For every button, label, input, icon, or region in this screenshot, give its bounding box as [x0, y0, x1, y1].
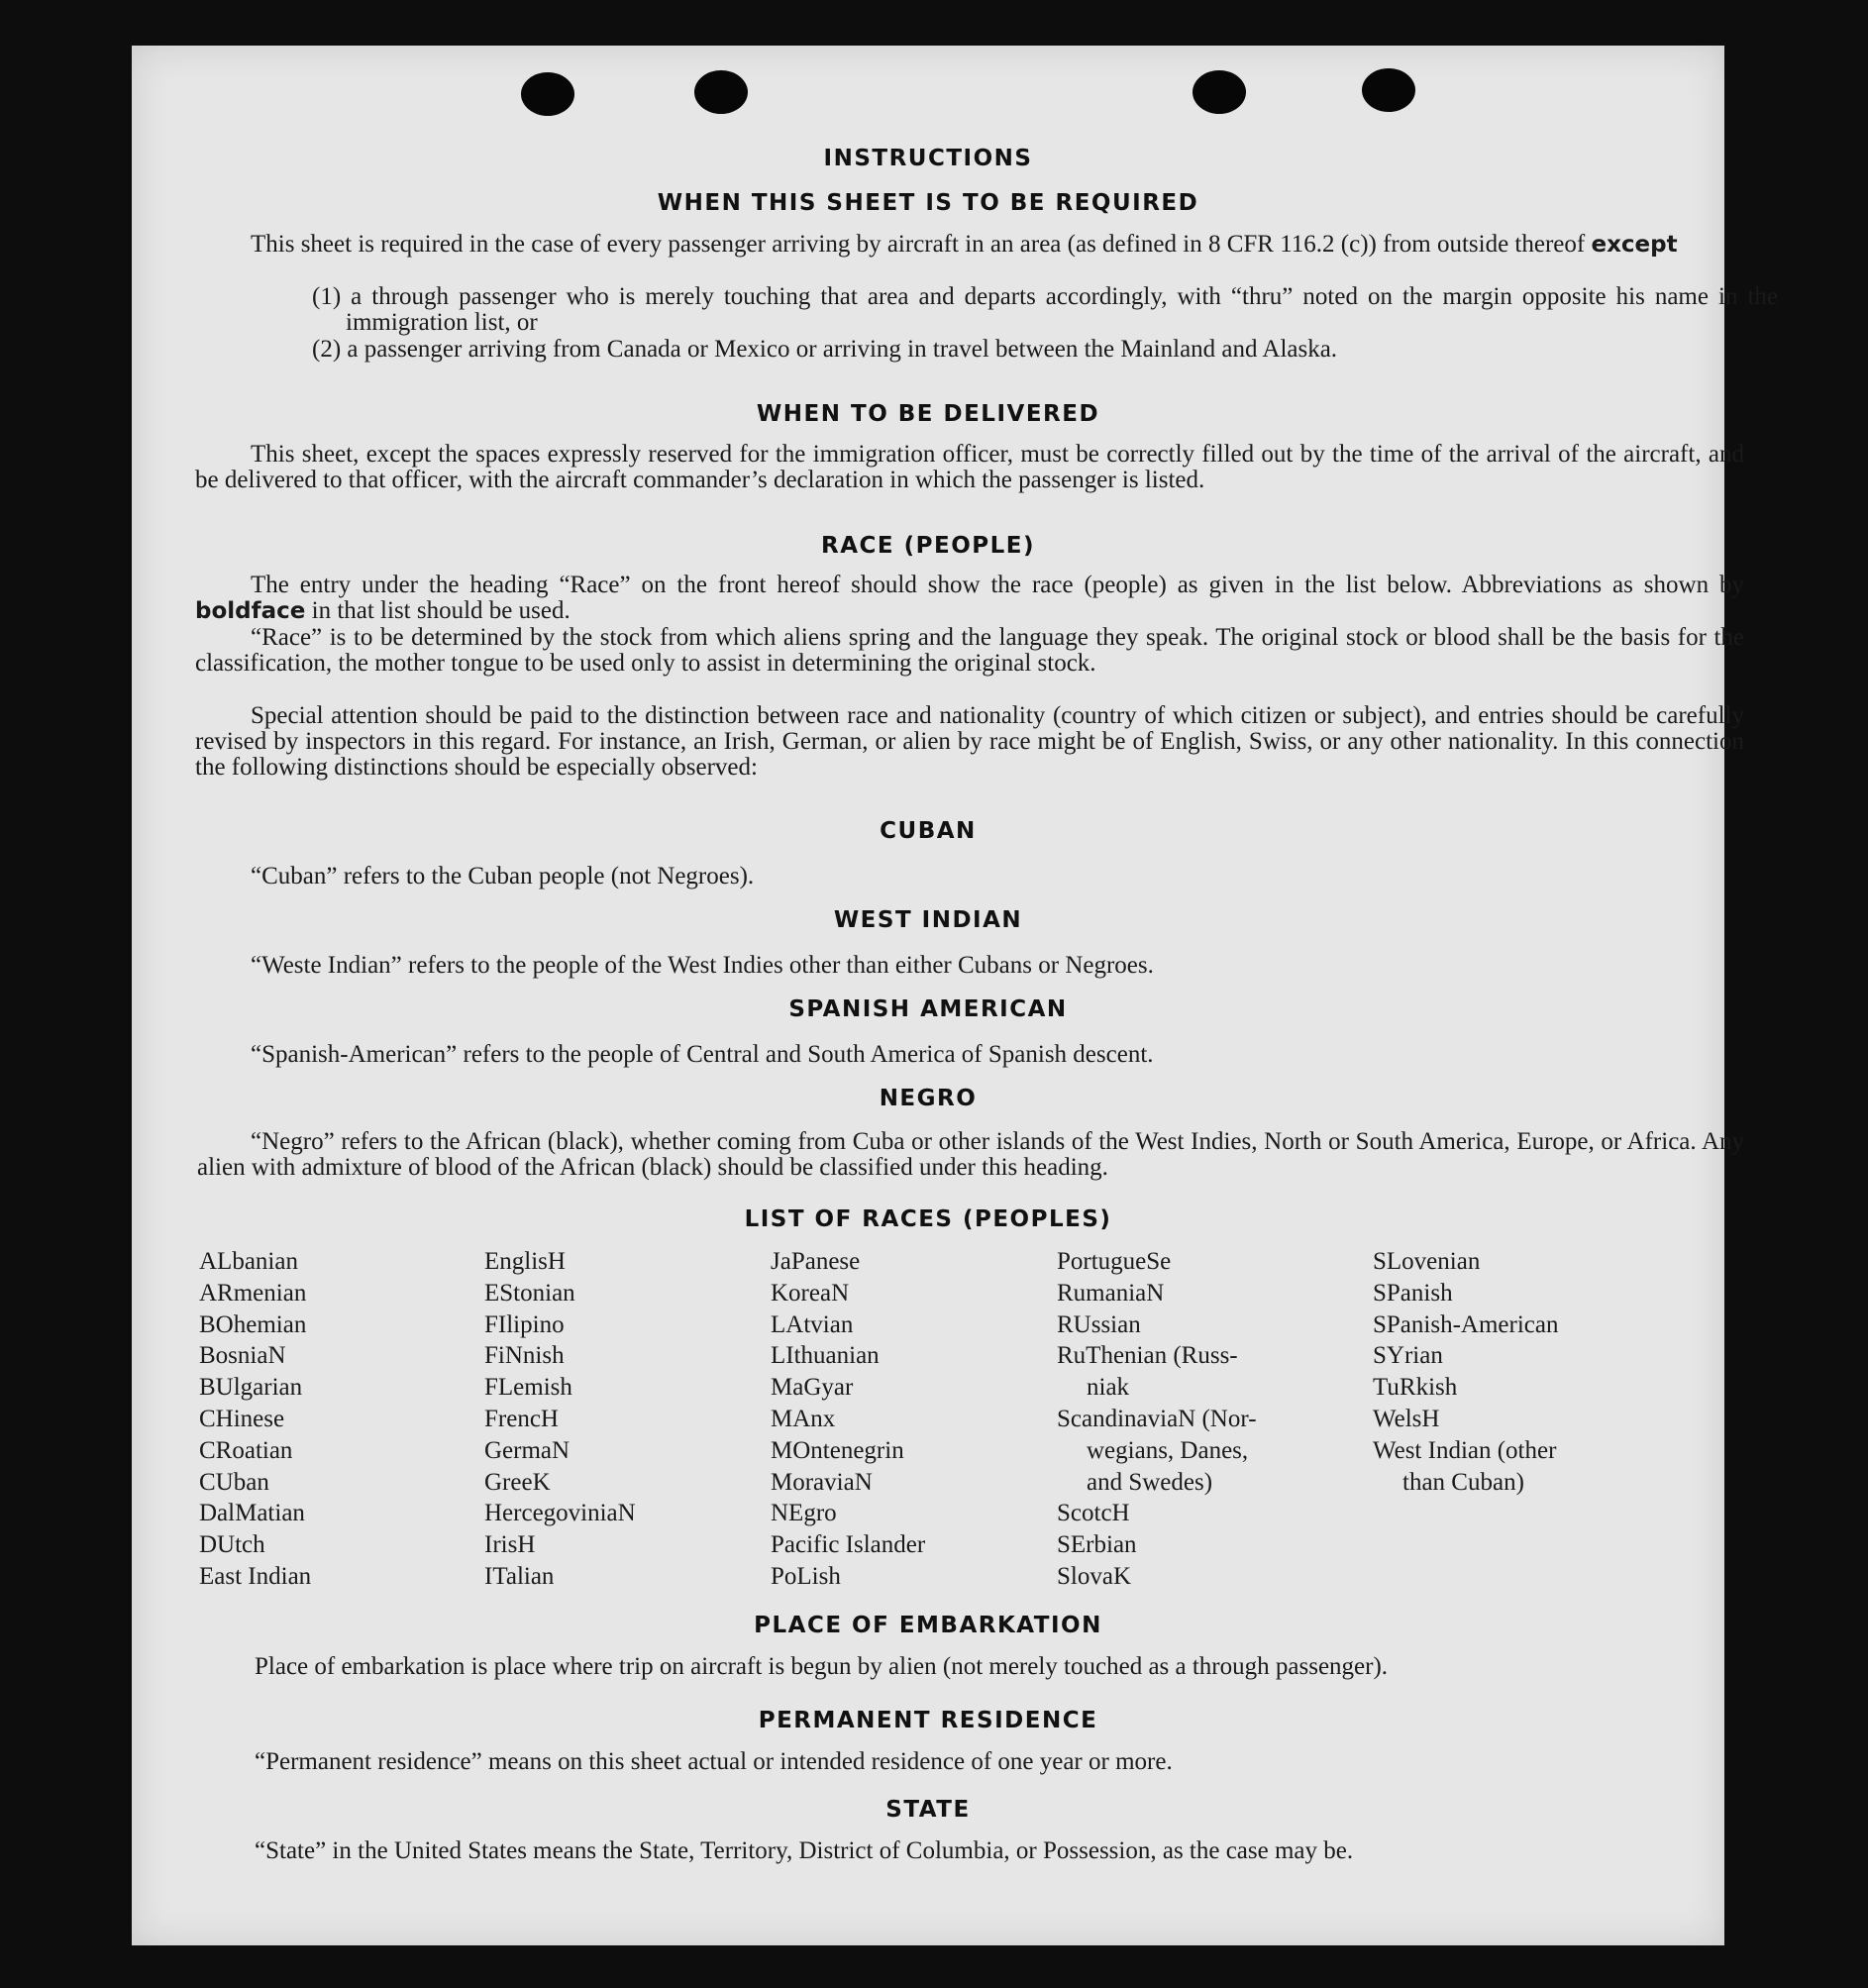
race-item: GermaN	[484, 1436, 571, 1464]
heading-instructions: INSTRUCTIONS	[823, 146, 1033, 171]
race-item: East Indian	[199, 1562, 312, 1590]
race-p1-end: in that list should be used.	[311, 597, 571, 624]
race-p1-start: The entry under the heading “Race” on the front hereof should show the race (people) as given in the list below. Abbreviations as shown by	[251, 572, 1744, 598]
required-intro-text: This sheet is required in the case of every passenger arriving by aircraft in an area (as defined in 8 CFR 116.2 (c)) from outside thereof	[251, 231, 1586, 258]
race-item: FIlipino	[484, 1310, 565, 1338]
race-item: WelsH	[1373, 1405, 1440, 1432]
heading-negro: NEGRO	[879, 1086, 978, 1111]
races-column-4	[1057, 1246, 1257, 1593]
race-item: DUtch	[199, 1531, 265, 1559]
race-item: RumaniaN	[1057, 1279, 1165, 1307]
race-item: CHinese	[199, 1405, 285, 1432]
negro-text: “Negro” refers to the African (black), whether coming from Cuba or other islands of the West Indies, North or South America, Europe, or Africa. Any alien with admixture of blood of the African (black) should be classified under this heading.	[197, 1128, 1744, 1181]
race-item: MaGyar	[771, 1374, 854, 1402]
required-item-1: (1) a through passenger who is merely touching that area and departs accordingly, with “thru” noted on the margin opposite his name in the immigration list, or	[312, 283, 1778, 336]
races-column-3	[771, 1246, 925, 1593]
race-item: CUban	[199, 1468, 269, 1496]
punch-hole	[1362, 68, 1415, 112]
heading-residence: PERMANENT RESIDENCE	[758, 1708, 1098, 1733]
race-item: LAtvian	[771, 1310, 854, 1338]
race-item: FLemish	[484, 1374, 572, 1402]
race-item-continued: and Swedes)	[1087, 1468, 1213, 1496]
races-column-1	[199, 1246, 311, 1593]
heading-embarkation: PLACE OF EMBARKATION	[754, 1613, 1102, 1638]
race-item-continued: than Cuban)	[1402, 1468, 1524, 1496]
required-except: except	[1591, 232, 1678, 258]
heading-state: STATE	[885, 1797, 971, 1823]
race-item: SYrian	[1373, 1342, 1443, 1370]
race-item: DalMatian	[199, 1500, 305, 1527]
race-p1-boldface: boldface	[195, 598, 306, 624]
race-item: NEgro	[771, 1500, 837, 1527]
race-item: RUssian	[1057, 1310, 1141, 1338]
race-item: PoLish	[771, 1562, 841, 1590]
race-item: BOhemian	[199, 1310, 307, 1338]
race-item: FrencH	[484, 1405, 559, 1432]
delivered-text: This sheet, except the spaces expressly reserved for the immigration officer, must be correctly filled out by the time of the arrival of the aircraft, and be delivered to that officer, with the aircraft commander’s declaration in which the passenger is listed.	[195, 441, 1744, 493]
races-column-2	[484, 1246, 636, 1593]
race-item: ARmenian	[199, 1279, 307, 1307]
race-item: West Indian (other	[1373, 1436, 1557, 1464]
race-item: MOntenegrin	[771, 1436, 904, 1464]
race-item: SLovenian	[1373, 1248, 1481, 1275]
race-paragraph-1	[195, 573, 1744, 624]
required-item-2: (2) a passenger arriving from Canada or Mexico or arriving in travel between the Mainland and Alaska.	[312, 336, 1338, 363]
race-item: SErbian	[1057, 1531, 1137, 1559]
race-item: CRoatian	[199, 1436, 293, 1464]
race-item: Pacific Islander	[771, 1531, 926, 1559]
race-item: ALbanian	[199, 1248, 298, 1275]
heading-cuban: CUBAN	[880, 818, 977, 844]
race-item: PortugueSe	[1057, 1248, 1172, 1275]
races-column-5	[1373, 1246, 1558, 1498]
race-item: MoraviaN	[771, 1468, 873, 1496]
race-item-continued: niak	[1087, 1374, 1130, 1402]
race-item: JaPanese	[771, 1248, 861, 1275]
race-item: LIthuanian	[771, 1342, 880, 1370]
instruction-sheet	[132, 46, 1778, 1945]
state-text: “State” in the United States means the State, Territory, District of Columbia, or Possession, as the case may be.	[255, 1837, 1354, 1864]
race-item-continued: wegians, Danes,	[1087, 1436, 1249, 1464]
race-item: GreeK	[484, 1468, 551, 1496]
race-item: SPanish	[1373, 1279, 1453, 1307]
race-paragraph-2: “Race” is to be determined by the stock from which aliens spring and the language they speak. The original stock or blood shall be the basis for the classification, the mother tongue to be used only to assist in determining the original stock.	[195, 624, 1744, 677]
punch-hole	[1193, 70, 1246, 114]
race-item: SPanish-American	[1373, 1310, 1559, 1338]
race-item: FiNnish	[484, 1342, 565, 1370]
heading-when-required: WHEN THIS SHEET IS TO BE REQUIRED	[657, 190, 1199, 216]
race-item: HercegoviniaN	[484, 1500, 636, 1527]
heading-race: RACE (PEOPLE)	[821, 533, 1035, 559]
race-item: SlovaK	[1057, 1562, 1131, 1590]
race-item: BUlgarian	[199, 1374, 303, 1402]
embarkation-text: Place of embarkation is place where trip on aircraft is begun by alien (not merely touched as a through passenger).	[255, 1653, 1389, 1680]
residence-text: “Permanent residence” means on this sheet actual or intended residence of one year or more.	[255, 1748, 1173, 1775]
west-indian-text: “Weste Indian” refers to the people of the West Indies other than either Cubans or Negroes.	[251, 952, 1154, 979]
heading-west-indian: WEST INDIAN	[833, 907, 1023, 933]
race-item: EnglisH	[484, 1248, 566, 1275]
race-item: EStonian	[484, 1279, 575, 1307]
race-paragraph-3: Special attention should be paid to the distinction between race and nationality (country of which citizen or subject), and entries should be carefully revised by inspectors in this regard. For instance, an Irish, German, or alien by race might be of English, Swiss, or any other nationality. In this connection the following distinctions should be especially observed:	[195, 702, 1744, 781]
heading-when-delivered: WHEN TO BE DELIVERED	[756, 401, 1100, 427]
cuban-text: “Cuban” refers to the Cuban people (not Negroes).	[251, 863, 755, 889]
race-item: RuThenian (Russ-	[1057, 1342, 1238, 1370]
race-item: KoreaN	[771, 1279, 850, 1307]
race-item: TuRkish	[1373, 1374, 1458, 1402]
race-item: IrisH	[484, 1531, 536, 1559]
heading-list-of-races: LIST OF RACES (PEOPLES)	[744, 1206, 1112, 1232]
race-item: ScandinaviaN (Nor-	[1057, 1405, 1257, 1432]
race-item: BosniaN	[199, 1342, 286, 1370]
punch-hole	[521, 72, 574, 116]
race-item: ScotcH	[1057, 1500, 1130, 1527]
heading-spanish-american: SPANISH AMERICAN	[788, 996, 1068, 1022]
required-intro	[197, 232, 1744, 258]
race-item: MAnx	[771, 1405, 836, 1432]
race-item: ITalian	[484, 1562, 555, 1590]
spanish-american-text: “Spanish-American” refers to the people of Central and South America of Spanish descent.	[251, 1041, 1154, 1068]
punch-hole	[694, 70, 748, 114]
